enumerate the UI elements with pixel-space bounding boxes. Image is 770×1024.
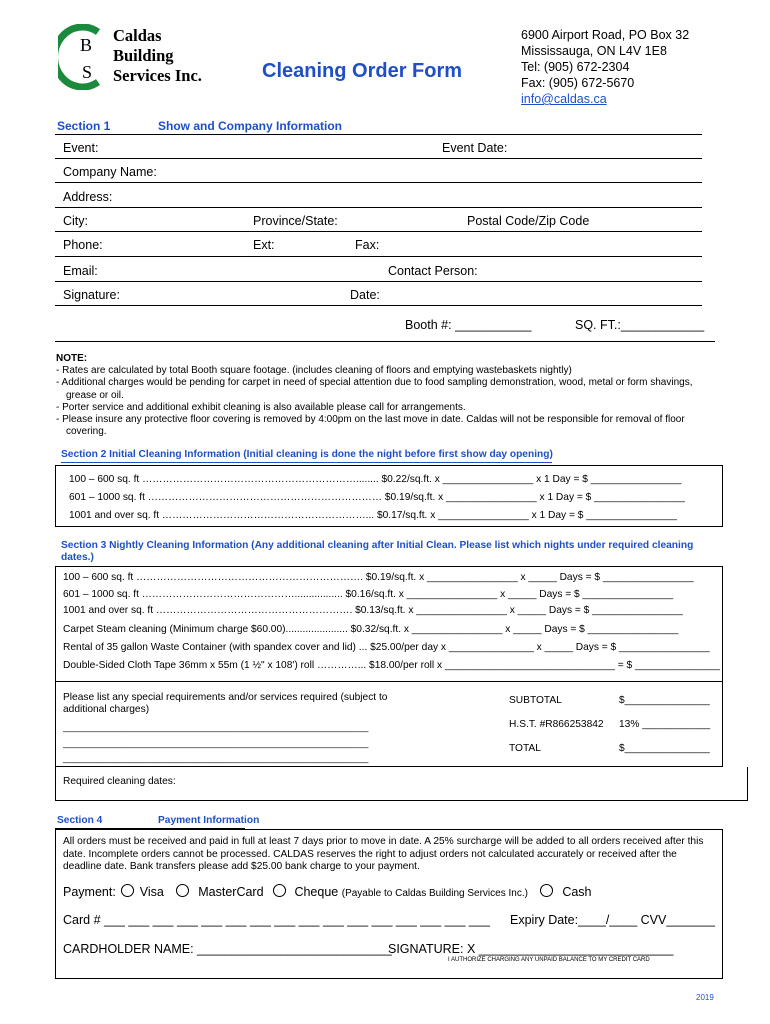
address-label: Address: [63,190,113,204]
divider [55,341,715,342]
phone-label: Phone: [63,238,103,252]
note-item: - Porter service and additional exhibit cleaning is also available please call for arrangements. [56,401,466,413]
hst-label: H.S.T. #R866253842 [509,719,604,730]
nightly-cleaning-row[interactable]: 1001 and over sq. ft …………………………………………………. $0.13/sq.ft. x ________________ x _____ Days = $ ________________ [63,605,683,616]
divider [55,305,702,306]
payment-method-row: Payment: Visa MasterCard Cheque (Payable to Caldas Building Services Inc.) Cash [63,885,592,899]
email-link[interactable]: info@caldas.ca [521,92,607,106]
note-item: - Additional charges would be pending for carpet in need of special attention due to food sampling demonstration, wood, metal or form shavings, [56,377,693,389]
city-label: City: [63,214,88,228]
mastercard-radio[interactable] [176,884,189,897]
divider [55,207,702,208]
event-date-label: Event Date: [442,141,508,155]
form-title: Cleaning Order Form [262,60,463,82]
cheque-label: Cheque [294,885,339,899]
sq-ft-field[interactable]: SQ. FT.:____________ [575,318,705,332]
section2-title: Section 2 Initial Cleaning Information (Initial cleaning is done the night before first show day opening) [61,449,553,460]
card-number-field[interactable]: Card # ___ ___ ___ ___ ___ ___ ___ ___ ___ ___ ___ ___ ___ ___ ___ ___ [63,913,490,927]
cheque-radio[interactable] [273,884,286,897]
carpet-cleaning-row[interactable]: Carpet Steam cleaning (Minimum charge $60.00)...................... $0.32/sq.ft. x ________________ x _____ Days = $ ________________ [63,624,679,635]
mastercard-label: MasterCard [198,885,264,899]
contact-person-label: Contact Person: [388,264,478,278]
notes [56,353,716,438]
payment-terms: All orders must be received and paid in full at least 7 days prior to move in date. A 25% surcharge will be added to all orders received after this date. Incomplete orders cannot be processed. CALDAS reserves the right to adjust orders not calculated accurately or received after the deadline date. Bank transfers please add $25.00 bank charge to your payment. [63,836,704,872]
cash-radio[interactable] [540,884,553,897]
signature-field[interactable]: SIGNATURE: X ____________________________ [388,942,674,956]
note-item: - Rates are calculated by total Booth square footage. (includes cleaning of floors and emptying wastebaskets nightly) [56,365,572,377]
event-label: Event: [63,141,99,155]
cardholder-name-field[interactable]: CARDHOLDER NAME: ____________________________ [63,942,392,956]
hst-field[interactable]: 13% ____________ [619,719,711,730]
total-field[interactable]: $_______________ [619,743,710,754]
company-name-label: Company Name: [63,165,157,179]
date-label: Date: [350,288,380,302]
nightly-cleaning-row[interactable]: 100 – 600 sq. ft …………………………………………………………. $0.19/sq.ft. x ________________ x _____ Days = $ ________________ [63,572,694,583]
postal-code-label: Postal Code/Zip Code [467,214,590,228]
visa-radio[interactable] [121,884,134,897]
province-label: Province/State: [253,214,338,228]
cheque-note: (Payable to Caldas Building Services Inc.) [341,888,528,899]
divider [55,158,702,159]
subtotal-label: SUBTOTAL [509,695,562,706]
company-logo [58,24,110,90]
section4-title: Payment Information [158,815,260,826]
initial-cleaning-row[interactable]: 601 – 1000 sq. ft …………………………………………………………… $0.19/sq.ft. x ________________ x 1 Day = $ ________________ [69,492,685,503]
divider [55,134,702,135]
visa-label: Visa [139,885,164,899]
authorize-note: I AUTHORIZE CHARGING ANY UNPAID BALANCE TO MY CREDIT CARD [448,957,650,963]
divider [61,462,552,463]
waste-container-row[interactable]: Rental of 35 gallon Waste Container (with spandex cover and lid) ... $25.00/per day x _______________ x _____ Days = $ ________________ [63,642,710,653]
logo-letter-s: S [82,62,93,82]
divider [55,231,702,232]
section1-number: Section 1 [57,119,111,133]
divider [55,182,702,183]
note-item: covering. [66,426,107,438]
special-requirements-label: Please list any special requirements and/or services required (subject to additional charges) [63,692,388,715]
special-requirements-line[interactable]: _____________________________________________________________ [63,738,369,748]
special-requirements-line[interactable]: _____________________________________________________________ [63,753,369,763]
nightly-cleaning-row[interactable]: 601 – 1000 sq. ft ………………………………………................. $0.16/sq.ft. x ________________ x _____ Days = $ ________________ [63,589,674,600]
booth-number-field[interactable]: Booth #: ___________ [405,318,532,332]
cash-label: Cash [562,885,592,899]
section3-title: Section 3 Nightly Cleaning Information (Any additional cleaning after Initial Clean. Please list which nights under required cleaning dates.) [61,540,694,563]
divider [55,281,702,282]
note-item: - Please insure any protective floor covering is removed by 4:00pm on the last move in date. Caldas will not be responsible for removal of floor [56,414,685,426]
initial-cleaning-row[interactable]: 100 – 600 sq. ft ………………………………………………………........ $0.22/sq.ft. x ________________ x 1 Day = $ ________________ [69,474,682,485]
subtotal-field[interactable]: $_______________ [619,695,710,706]
company-name-logo: Caldas Building Services Inc. [113,26,202,85]
total-label: TOTAL [509,743,541,754]
form-year: 2019 [696,993,714,1002]
ext-label: Ext: [253,238,275,252]
note-item: grease or oil. [66,389,124,401]
email-label: Email: [63,264,98,278]
signature-label: Signature: [63,288,120,302]
note-heading: NOTE: [56,353,88,364]
special-requirements-line[interactable]: _____________________________________________________________ [63,722,369,732]
initial-cleaning-row[interactable]: 1001 and over sq. ft ……………………………………………………... $0.17/sq.ft. x ________________ x 1 Day = $ ________________ [69,510,677,521]
tape-row[interactable]: Double-Sided Cloth Tape 36mm x 55m (1 ½" x 108') roll …………... $18.00/per roll x ______________________________ = $ _______________ [63,660,720,671]
company-address: 6900 Airport Road, PO Box 32 Mississauga, ON L4V 1E8 Tel: (905) 672-2304 Fax: (905) 672-5670 info@caldas.ca [521,28,690,106]
required-dates-field[interactable]: Required cleaning dates: [63,776,176,787]
fax-label: Fax: [355,238,380,252]
divider [55,256,702,257]
expiry-cvv-field[interactable]: Expiry Date:____/____ CVV_______ [510,913,716,927]
section1-title: Show and Company Information [158,119,343,133]
logo-letter-b: B [80,35,93,55]
section4-number: Section 4 [57,815,103,826]
